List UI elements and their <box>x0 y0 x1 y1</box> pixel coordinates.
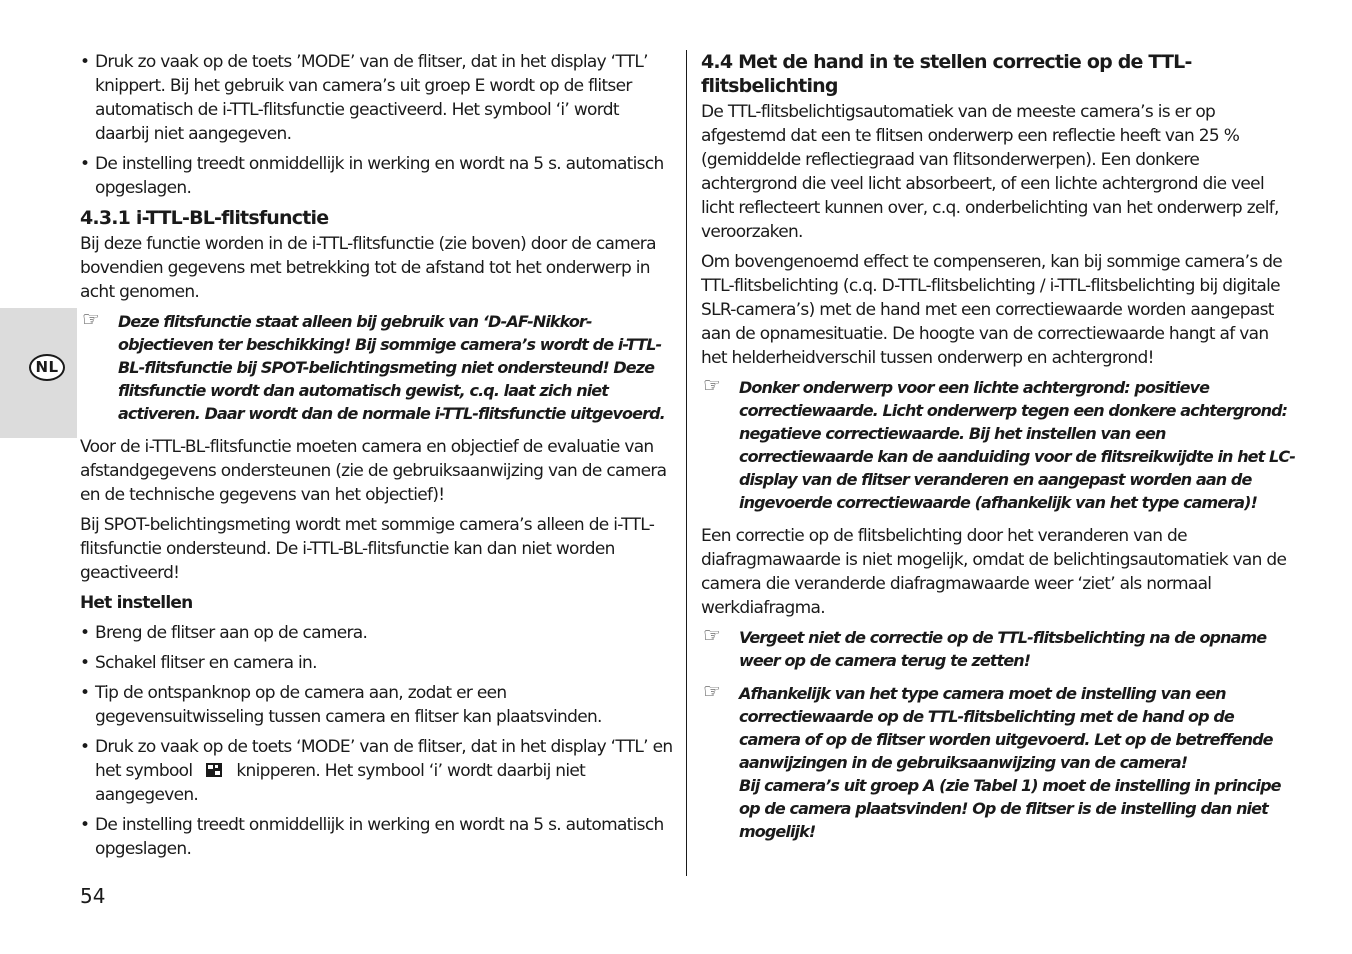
list-item-text: Druk zo vaak op de toets ’MODE’ van de flitser, dat in het display ‘TTL’ knippert. Bij het gebruik van camera’s uit groep E wordt op de flitser automatisch de i-TTL-flitsfunctie geactiveerd. Het symbool ‘i’ wordt daarbij niet aangegeven. <box>95 52 648 144</box>
list-item-text: Breng de flitser aan op de camera. <box>95 623 368 643</box>
pointing-hand-icon: ☞ <box>82 307 100 331</box>
paragraph: Om bovengenoemd effect te compenseren, kan bij sommige camera’s de TTL-flitsbelichting (c.q. D-TTL-flitsbelichting / i-TTL-flitsbelichting bij digitale SLR-camera’s) met de hand met een correctiewaarde worden aangepast aan de opnamesituatie. De hoogte van de correctiewaarde hangt af van het helderheidverschil tussen onderwerp en achtergrond! <box>701 252 1283 368</box>
bullet-mark: • <box>80 623 90 643</box>
bullet-mark: • <box>80 52 90 72</box>
section-heading: 4.3.1 i-TTL-BL-flitsfunctie <box>80 207 329 229</box>
list-item-text-end: knipperen. Het symbool ‘i’ wordt daarbij niet aangegeven. <box>95 761 586 805</box>
note-text-continued: Bij camera’s uit groep A (zie Tabel 1) moet de instelling in principe op de camera plaatsvinden! Op de flitser is de instelling dan niet mogelijk! <box>739 776 1281 841</box>
list-item-text: De instelling treedt onmiddellijk in werking en wordt na 5 s. automatisch opgeslagen. <box>95 815 664 859</box>
bullet-mark: • <box>80 653 90 673</box>
pointing-hand-icon: ☞ <box>703 679 721 703</box>
paragraph: Voor de i-TTL-BL-flitsfunctie moeten camera en objectief de evaluatie van afstandgegevens ondersteunen (zie de gebruiksaanwijzing van de camera en de technische gegevens van het objectief)! <box>80 437 667 505</box>
pointing-hand-icon: ☞ <box>703 623 721 647</box>
paragraph: Een correctie op de flitsbelichting door het veranderen van de diafragmawaarde is niet mogelijk, omdat de belichtingsautomatiek van de camera die veranderde diafragmawaarde weer ‘ziet’ als normaal werkdiafragma. <box>701 526 1287 618</box>
note-text: Afhankelijk van het type camera moet de instelling van een correctiewaarde op de TTL-flitsbelichting met de hand op de camera of op de flitser worden uitgevoerd. Let op de betreffende aanwijzingen in de gebruiksaanwijzing van de camera! <box>739 684 1273 772</box>
section-heading: 4.4 Met de hand in te stellen correctie op de TTL-flitsbelichting <box>701 51 1192 97</box>
list-item-text-start: Druk zo vaak op de toets ‘MODE’ van de flitser, dat in het display ‘TTL’ en het symbool <box>95 737 673 781</box>
note-callout <box>701 679 1297 843</box>
list-item <box>80 813 676 861</box>
list-item <box>80 50 676 146</box>
bullet-mark: • <box>80 154 90 174</box>
note-text: Vergeet niet de correctie op de TTL-flitsbelichting na de opname weer op de camera terug te zetten! <box>739 628 1267 670</box>
right-column <box>701 50 1297 853</box>
note-callout <box>701 373 1297 514</box>
bullet-mark: • <box>80 737 90 757</box>
bullet-mark: • <box>80 683 90 703</box>
flash-mode-symbol-icon <box>206 763 222 777</box>
bullet-mark: • <box>80 815 90 835</box>
list-item-text: De instelling treedt onmiddellijk in werking en wordt na 5 s. automatisch opgeslagen. <box>95 154 664 198</box>
list-item <box>80 681 676 729</box>
paragraph: Bij SPOT-belichtingsmeting wordt met sommige camera’s alleen de i-TTL-flitsfunctie ondersteund. De i-TTL-BL-flitsfunctie kan dan niet worden geactiveerd! <box>80 515 655 583</box>
list-item <box>80 735 676 807</box>
page-number: 54 <box>80 884 106 908</box>
section-intro: Bij deze functie worden in de i-TTL-flitsfunctie (zie boven) door de camera bovendien gegevens met betrekking tot de afstand tot het onderwerp in acht genomen. <box>80 234 656 302</box>
note-callout <box>80 307 676 425</box>
list-item <box>80 651 676 675</box>
list-item <box>80 152 676 200</box>
note-callout <box>701 623 1297 672</box>
language-badge: NL <box>29 354 65 381</box>
paragraph: De TTL-flitsbelichtigsautomatiek van de meeste camera’s is er op afgestemd dat een te flitsen onderwerp een reflectie heeft van 25 % (gemiddelde reflectiegraad van flitsonderwerpen). Een donkere achtergrond die veel licht absorbeert, of een lichte achtergrond die veel licht reflecteert kunnen over, c.q. onderbelichting van het onderwerp zelf, veroorzaken. <box>701 102 1279 242</box>
column-divider <box>686 50 687 876</box>
note-text: Deze flitsfunctie staat alleen bij gebruik van ‘D-AF-Nikkor-objectieven ter beschikking! Bij sommige camera’s wordt de i-TTL-BL-flitsfunctie bij SPOT-belichtingsmeting niet ondersteund! Deze flitsfunctie wordt dan automatisch gewist, c.q. laat zich niet activeren. Daar wordt dan de normale i-TTL-flitsfunctie uitgevoerd. <box>118 312 665 423</box>
list-item-text: Tip de ontspanknop op de camera aan, zodat er een gegevensuitwisseling tussen camera en flitser kan plaatsvinden. <box>95 683 602 727</box>
list-item <box>80 621 676 645</box>
list-item-text: Schakel flitser en camera in. <box>95 653 317 673</box>
left-column <box>80 50 676 867</box>
note-text: Donker onderwerp voor een lichte achtergrond: positieve correctiewaarde. Licht onderwerp tegen een donkere achtergrond: negatieve correctiewaarde. Bij het instellen van een correctiewaarde kan de aanduiding voor de flitsreikwijdte in het LC-display van de flitser veranderen en aangepast worden aan de ingevoerde correctiewaarde (afhankelijk van het type camera)! <box>739 378 1295 512</box>
pointing-hand-icon: ☞ <box>703 373 721 397</box>
subheading: Het instellen <box>80 593 193 613</box>
